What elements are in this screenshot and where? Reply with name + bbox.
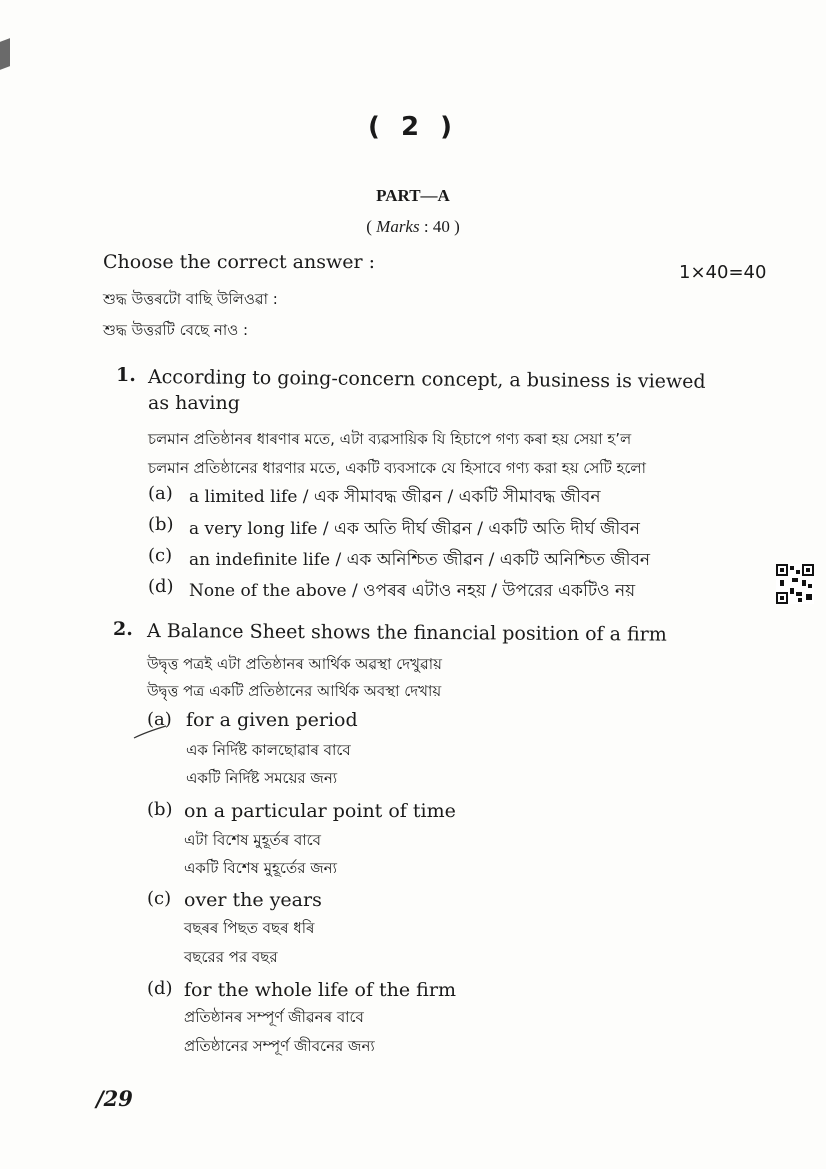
option-letter: (d): [148, 576, 174, 597]
question-assamese: চলমান প্রতিষ্ঠানৰ ধাৰণাৰ মতে, এটা ব্যৱসায়িক যি হিচাপে গণ্য কৰা হয় সেয়া হ’ল: [148, 430, 632, 448]
question-number: 2.: [113, 618, 133, 640]
option-bengali: একটি বিশেষ মুহূর্তের জন্য: [184, 859, 337, 877]
question-assamese: উদ্বৃত্ত পত্ৰই এটা প্ৰতিষ্ঠানৰ আৰ্থিক অৱস্থা দেখুৱায়: [147, 655, 442, 673]
option-text: on a particular point of time: [184, 800, 456, 822]
part-marks: [0, 217, 826, 237]
option-text: a limited life / এক সীমাবদ্ধ জীৱন / একটি সীমাবদ্ধ জীবন: [189, 487, 601, 507]
option-letter: (c): [147, 888, 172, 909]
option-bengali: প্রতিষ্ঠানের সম্পূর্ণ জীবনের জন্য: [184, 1037, 375, 1055]
instruction-assamese: শুদ্ধ উত্তৰটো বাছি উলিওৱা :: [103, 290, 278, 308]
option-bengali: একটি নির্দিষ্ট সময়ের জন্য: [186, 769, 338, 787]
marks-label: Marks: [376, 217, 420, 236]
qr-code-icon: [776, 564, 814, 604]
question-text: A Balance Sheet shows the financial position of a firm: [146, 620, 667, 646]
option-letter: (a): [148, 483, 173, 504]
marks-open: (: [366, 217, 377, 236]
option-assamese: এটা বিশেষ মুহূৰ্তৰ বাবে: [184, 831, 322, 849]
option-letter: (a): [147, 709, 172, 730]
option-text: for the whole life of the firm: [184, 979, 456, 1001]
option-letter: (d): [147, 978, 173, 999]
option-text: a very long life / এক অতি দীৰ্ঘ জীৱন / একটি অতি দীর্ঘ জীবন: [189, 519, 640, 539]
question-text-cont: as having: [148, 392, 240, 414]
option-assamese: বছৰৰ পিছত বছৰ ধৰি: [184, 919, 315, 937]
part-title: PART—A: [376, 186, 450, 205]
question-number: 1.: [116, 364, 136, 386]
marks-scheme: 1×40=40: [679, 262, 767, 283]
option-letter: (b): [147, 799, 173, 820]
instruction-english: Choose the correct answer :: [103, 251, 375, 273]
question-text: According to going-concern concept, a business is viewed: [147, 366, 706, 393]
option-text: an indefinite life / এক অনিশ্চিত জীৱন / একটি অনিশ্চিত জীবন: [189, 550, 651, 570]
page-number: ( 2 ): [368, 112, 458, 142]
option-text: for a given period: [186, 709, 358, 731]
option-assamese: এক নিৰ্দিষ্ট কালছোৱাৰ বাবে: [186, 741, 351, 759]
page-corner-shadow: [0, 38, 10, 70]
instruction-bengali: শুদ্ধ উত্তরটি বেছে নাও :: [103, 321, 249, 339]
option-bengali: বছরের পর বছর: [184, 948, 278, 966]
question-bengali: উদ্বৃত্ত পত্র একটি প্রতিষ্ঠানের আর্থিক অবস্থা দেখায়: [147, 682, 442, 700]
option-letter: (b): [148, 514, 174, 535]
option-letter: (c): [148, 545, 173, 566]
question-bengali: চলমান প্রতিষ্ঠানের ধারণার মতে, একটি ব্যবসাকে যে হিসাবে গণ্য করা হয় সেটি হলো: [148, 459, 646, 477]
option-text: None of the above / ওপৰৰ এটাও নহয় / উপরের একটিও নয়: [189, 581, 636, 601]
footer-code: /29: [96, 1086, 133, 1111]
marks-value: : 40 ): [423, 217, 460, 236]
option-text: over the years: [184, 889, 322, 911]
option-assamese: প্ৰতিষ্ঠানৰ সম্পূৰ্ণ জীৱনৰ বাবে: [184, 1008, 364, 1026]
